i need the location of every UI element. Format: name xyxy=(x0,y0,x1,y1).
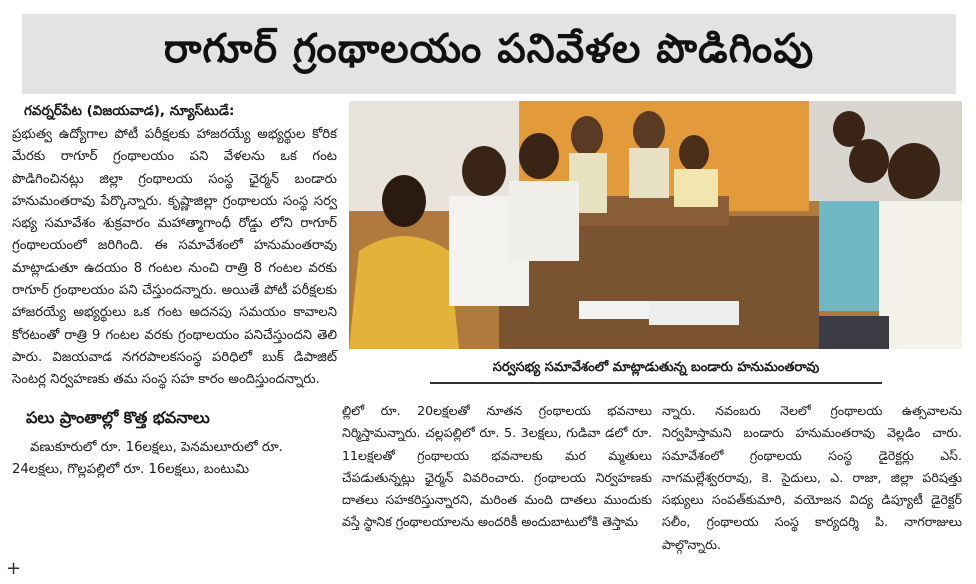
registration-mark-icon: + xyxy=(6,558,22,579)
subheading: పలు ప్రాంతాల్లో కొత్త భవనాలు xyxy=(26,407,210,427)
left-body: ప్రభుత్వ ఉద్యోగాల పోటీ పరీక్షలకు హాజరయ్యే అభ్యర్థుల కోరిక మేరకు రాగూర్ గ్రంథాలయం పని వేళలను ఒక గంట పొడిగించినట్లు జిల్లా గ్రంథాలయ సంస్థ ఛైర్మన్ బండారు హనుమంతరావు పేర్కొన్నారు. కృష్ణాజిల్లా గ్రంథాలయ సంస్థ సర్వ సభ్య సమావేశం శుక్రవారం మహాత్మాగాంధీ రోడ్డు లోని రాగూర్ గ్రంథాలయంలో జరిగింది. ఈ సమావేశంలో హనుమంతరావు మాట్లాడుతూ ఉదయం 8 గంటల నుంచి రాత్రి 8 గంటల వరకు రాగూర్ గ్రంథాలయం పని చేస్తుందన్నారు. అయితే పోటీ పరీక్షలకు హాజరయ్యే అభ్యర్థులు ఒక గంట అదనపు సమయం కావాలని కోరటంతో రాత్రి 9 గంటల వరకు గ్రంథాలయం పనిచేస్తుందని తెలి పారు. విజయవాడ నగరపాలకసంస్థ పరిధిలో బుక్ డిపాజిట్ సెంటర్ల నిర్వహణకు తమ సంస్థ సహ కారం అందిస్తుందన్నారు. xyxy=(12,127,337,388)
headline-banner xyxy=(22,14,956,94)
left-column xyxy=(12,103,337,481)
headline: రాగూర్ గ్రంథాలయం పనివేళల పొడిగింపు xyxy=(163,26,815,72)
middle-column xyxy=(342,400,652,534)
meeting-photo xyxy=(349,101,962,349)
middle-body: ల్లిలో రూ. 20లక్షలతో నూతన గ్రంథాలయ భవనాలు నిర్మిస్తామన్నారు. చల్లపల్లిలో రూ. 5. 3లక్షలు, గుడివా డలో రూ. 11లక్షలతో గ్రంథాలయ భవనాలకు మర మ్మతులు చేపడుతున్నట్లు ఛైర్మన్ వివరించారు. గ్రంథాలయ నిర్వహణకు దాతలు సహకరిస్తున్నారని, మరింత మంది దాతలు ముందుకు వస్తే స్థానిక గ్రంథాలయాలను అందరికీ అందుబాటులోకి తెస్తామ xyxy=(342,403,652,530)
right-column xyxy=(662,400,962,556)
right-body: న్నారు. నవంబరు నెలలో గ్రంథాలయ ఉత్సవాలను నిర్వహిస్తామని బండారు హనుమంతరావు వెల్లడిం చారు. సమావేశంలో గ్రంథాలయ సంస్థ డైరెక్టర్లు ఎస్. నాగమల్లేశ్వరరావు, కె. సైదులు, ఎ. రాజా, జిల్లా పరిషత్తు సభ్యులు సంపత్‌కుమారి, వయోజన విద్య డిప్యూటీ డైరెక్టర్ సలీం, గ్రంథాలయ సంస్థ కార్యదర్శి పి. నాగరాజులు పాల్గొన్నారు. xyxy=(662,403,962,552)
meeting-photo-illustration xyxy=(349,101,962,349)
photo-caption: సర్వసభ్య సమావేశంలో మాట్లాడుతున్న బండారు హనుమంతరావు xyxy=(430,356,882,384)
dateline: గవర్నర్‌పేట (విజయవాడ), న్యూస్‌టుడే: xyxy=(24,103,235,119)
subhead-body: వణుకూరులో రూ. 16లక్షలు, పెనమలూరులో రూ. 24లక్షలు, గొల్లపల్లిలో రూ. 16లక్షలు, బంటుమి xyxy=(12,439,283,477)
